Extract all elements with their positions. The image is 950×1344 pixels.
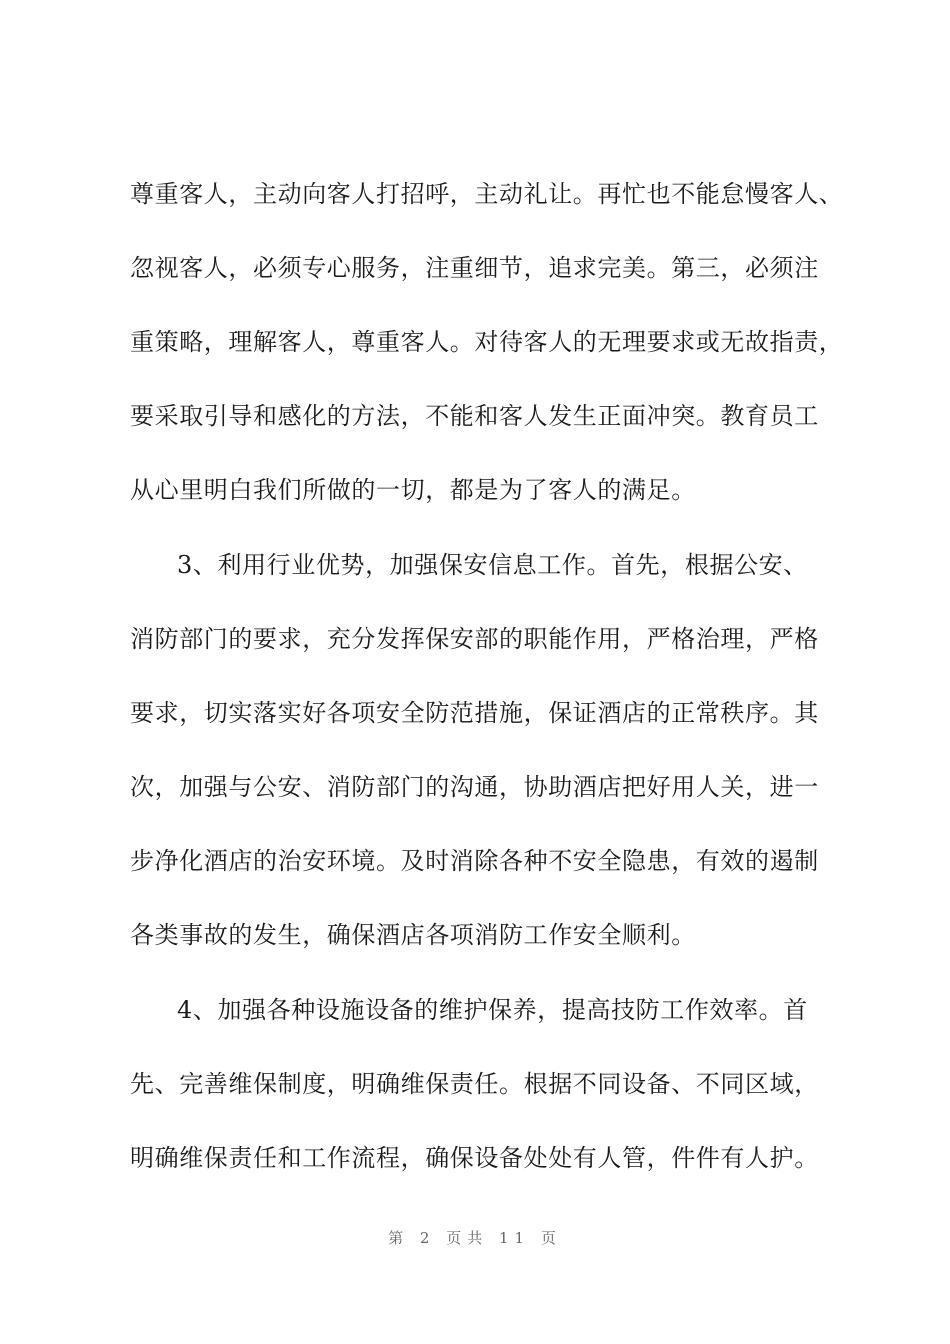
paragraph-4-heading-line: 4、加强各种设施设备的维护保养，提高技防工作效率。首 xyxy=(177,996,808,1024)
text-line-9: 次，加强与公安、消防部门的沟通，协助酒店把好用人关，进一 xyxy=(130,773,819,801)
text-line-4: 要采取引导和感化的方法，不能和客人发生正面冲突。教育员工 xyxy=(130,402,819,430)
text-line-13: 先、完善维保制度，明确维保责任。根据不同设备、不同区域， xyxy=(130,1070,819,1098)
text-line-11: 各类事故的发生，确保酒店各项消防工作安全顺利。 xyxy=(130,921,696,949)
text-line-14: 明确维保责任和工作流程，确保设备处处有人管，件件有人护。 xyxy=(130,1144,819,1172)
text-line-10: 步净化酒店的治安环境。及时消除各种不安全隐患，有效的遏制 xyxy=(130,847,819,875)
text-line-3: 重策略，理解客人，尊重客人。对待客人的无理要求或无故指责， xyxy=(130,328,844,356)
text-line-8: 要求，切实落实好各项安全防范措施，保证酒店的正常秩序。其 xyxy=(130,699,819,727)
text-line-1: 尊重客人，主动向客人打招呼，主动礼让。再忙也不能怠慢客人、 xyxy=(130,180,844,208)
paragraph-3-heading-line: 3、利用行业优势，加强保安信息工作。首先，根据公安、 xyxy=(177,551,808,579)
text-line-5: 从心里明白我们所做的一切，都是为了客人的满足。 xyxy=(130,476,696,504)
text-line-7: 消防部门的要求，充分发挥保安部的职能作用，严格治理，严格 xyxy=(130,625,819,653)
page-number-footer: 第 2 页共 11 页 xyxy=(388,1229,562,1247)
text-line-2: 忽视客人，必须专心服务，注重细节，追求完美。第三，必须注 xyxy=(130,254,819,282)
